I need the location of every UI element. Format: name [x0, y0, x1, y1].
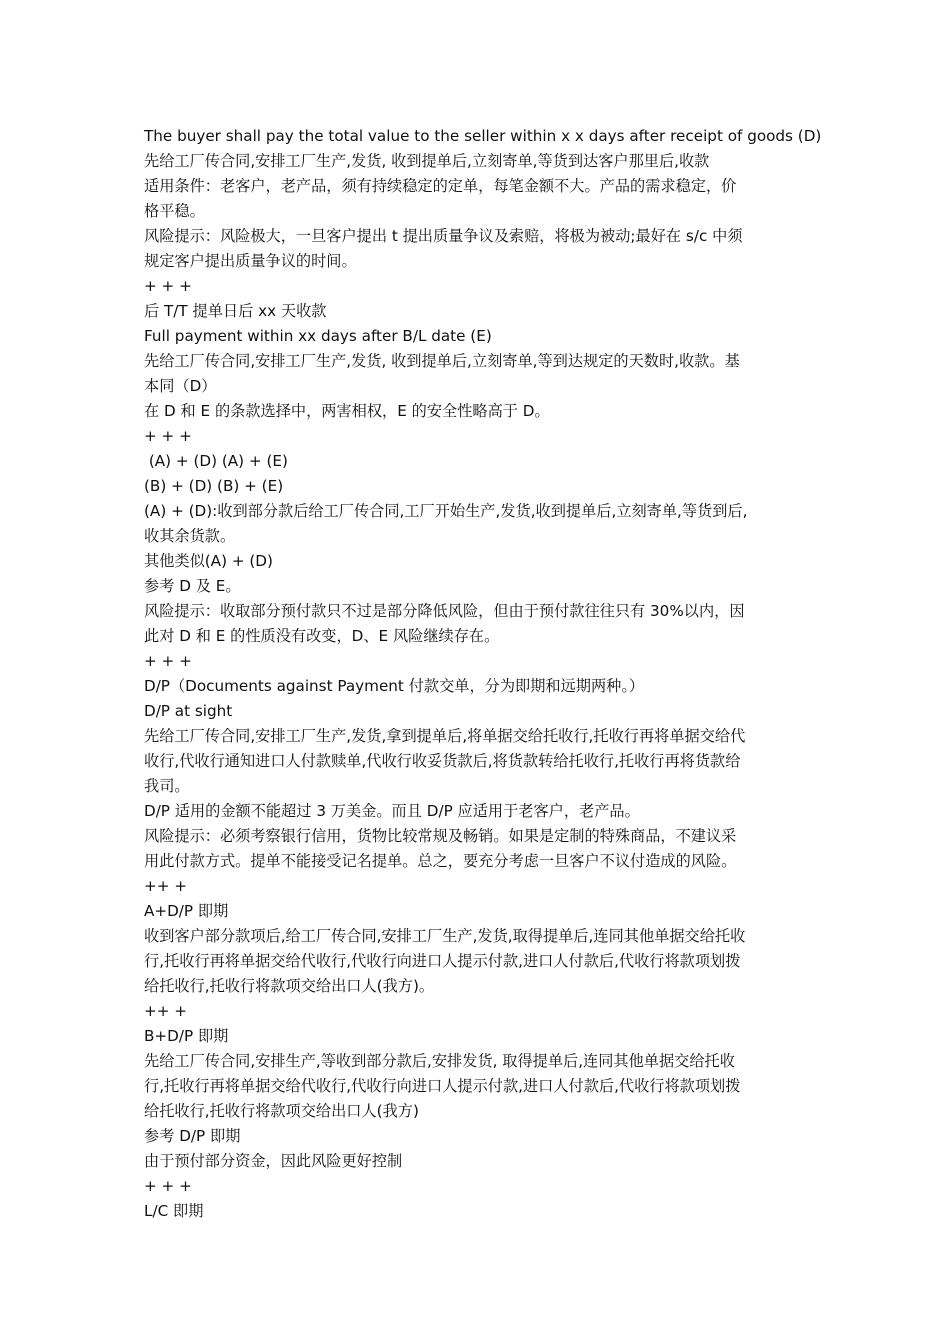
text-line: 在 D 和 E 的条款选择中，两害相权，E 的安全性略高于 D。 [144, 402, 550, 420]
separator-line: ++ + [144, 1002, 188, 1020]
text-line: 规定客户提出质量争议的时间。 [144, 252, 357, 270]
text-line: 用此付款方式。提单不能接受记名提单。总之，要充分考虑一旦客户不议付造成的风险。 [144, 852, 737, 870]
text-line: 我司。 [144, 777, 190, 795]
document-body [144, 124, 822, 1224]
text-line: Full payment within xx days after B/L date (E) [144, 327, 492, 345]
text-line: 风险提示：风险极大，一旦客户提出 t 提出质量争议及索赔，将极为被动;最好在 s/c 中须 [144, 227, 743, 245]
separator-line: ++ + [144, 877, 188, 895]
text-line: 行,托收行再将单据交给代收行,代收行向进口人提示付款,进口人付款后,代收行将款项划拨 [144, 1077, 741, 1095]
section-heading: L/C 即期 [144, 1202, 204, 1220]
separator-line: + + + [144, 652, 192, 670]
text-line: 本同（D） [144, 377, 217, 395]
text-line: 此对 D 和 E 的性质没有改变，D、E 风险继续存在。 [144, 627, 500, 645]
text-line: 先给工厂传合同,安排工厂生产,发货, 收到提单后,立刻寄单,等到达规定的天数时,收款。基 [144, 352, 740, 370]
text-line: (A) + (D) (A) + (E) [144, 452, 288, 470]
text-line: 收其余货款。 [144, 527, 236, 545]
text-line: D/P 适用的金额不能超过 3 万美金。而且 D/P 应适用于老客户，老产品。 [144, 802, 640, 820]
text-line: 由于预付部分资金，因此风险更好控制 [144, 1152, 403, 1170]
text-line: 适用条件：老客户，老产品，须有持续稳定的定单，每笔金额不大。产品的需求稳定，价 [144, 177, 737, 195]
text-line: (A) + (D):收到部分款后给工厂传合同,工厂开始生产,发货,收到提单后,立刻寄单,等货到后, [144, 502, 748, 520]
text-line: 先给工厂传合同,安排工厂生产,发货, 收到提单后,立刻寄单,等货到达客户那里后,收款 [144, 152, 710, 170]
text-line: 给托收行,托收行将款项交给出口人(我方) [144, 1102, 419, 1120]
text-line: 风险提示：必须考察银行信用，货物比较常规及畅销。如果是定制的特殊商品，不建议采 [144, 827, 737, 845]
separator-line: + + + [144, 1177, 192, 1195]
text-line: 收行,代收行通知进口人付款赎单,代收行收妥货款后,将货款转给托收行,托收行再将货款给 [144, 752, 741, 770]
separator-line: + + + [144, 277, 192, 295]
text-line: (B) + (D) (B) + (E) [144, 477, 284, 495]
text-line: 参考 D/P 即期 [144, 1127, 241, 1145]
section-heading: A+D/P 即期 [144, 902, 229, 920]
text-line: 格平稳。 [144, 202, 205, 220]
text-line: 给托收行,托收行将款项交给出口人(我方)。 [144, 977, 435, 995]
section-heading: B+D/P 即期 [144, 1027, 229, 1045]
text-line: 行,托收行再将单据交给代收行,代收行向进口人提示付款,进口人付款后,代收行将款项划拨 [144, 952, 741, 970]
text-line: 先给工厂传合同,安排工厂生产,发货,拿到提单后,将单据交给托收行,托收行再将单据交给代 [144, 727, 746, 745]
text-line: 参考 D 及 E。 [144, 577, 241, 595]
text-line: 其他类似(A) + (D) [144, 552, 273, 570]
text-line: The buyer shall pay the total value to the seller within x x days after receipt of goods (D) [144, 127, 822, 145]
text-line: 风险提示：收取部分预付款只不过是部分降低风险，但由于预付款往往只有 30%以内，因 [144, 602, 745, 620]
section-heading: 后 T/T 提单日后 xx 天收款 [144, 302, 327, 320]
text-line: 收到客户部分款项后,给工厂传合同,安排工厂生产,发货,取得提单后,连同其他单据交给托收 [144, 927, 746, 945]
section-heading: D/P（Documents against Payment 付款交单，分为即期和远期两种。） [144, 677, 645, 695]
text-line: 先给工厂传合同,安排生产,等收到部分款后,安排发货, 取得提单后,连同其他单据交给托收 [144, 1052, 735, 1070]
separator-line: + + + [144, 427, 192, 445]
text-line: D/P at sight [144, 702, 233, 720]
